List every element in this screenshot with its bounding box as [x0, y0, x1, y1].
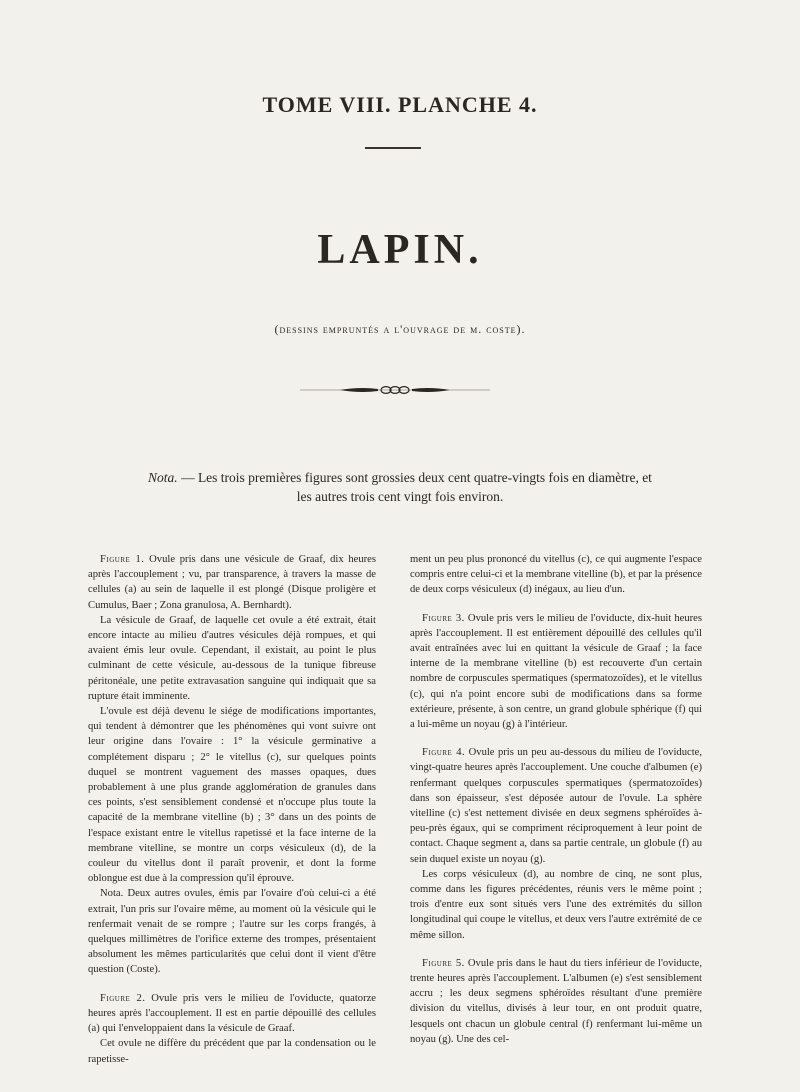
- subtitle: (dessins empruntés a l'ouvrage de m. coste).: [274, 322, 526, 336]
- figure-5-paragraph: [410, 956, 702, 1047]
- figure-5-label: Figure 5.: [422, 957, 465, 969]
- figure-3-text: Ovule pris vers le milieu de l'oviducte, dix-huit heures après l'accouplement. Il est entièrement dépouillé des cellules qu'il avait entraînées avec lui en quittant la vésicule de Graaf ; la face interne de la membrane vitelline (b) est recouverte d'un certain nombre de corpuscules spermatiques (spermatozoïdes), et le vitellus (c), qui n'a point encore subi de modifications dans sa forme extérieure, présente, à son centre, un grand globule sphérique (f) qui a lui-même un noyau (g) à l'intérieur.: [410, 612, 703, 731]
- right-column: [410, 552, 702, 1047]
- figure-3-paragraph: [410, 611, 702, 733]
- figure-5-text: Ovule pris dans le haut du tiers inférieur de l'oviducte, trente heures après l'accouplement. L'albumen (e) s'est sensiblement accru ; les deux segmens sphéroïdes résultant d'une première division du vitellus, divisés à leur tour, en ont produit quatre, lesquels ont chacun un globule central (f) renfermant lui-même un noyau (g). Une des cel-: [410, 957, 702, 1045]
- figure-2-text: Ovule pris vers le milieu de l'oviducte, quatorze heures après l'accouplement. Il est en partie dépouillé des cellules (a) qui l'enveloppaient dans la vésicule de Graaf.: [88, 992, 376, 1035]
- figure-2-paragraph: [88, 991, 376, 1037]
- nota-note: [140, 468, 660, 506]
- figure-2-label: Figure 2.: [100, 992, 146, 1004]
- volume-plate-heading: TOME VIII. PLANCHE 4.: [262, 92, 538, 117]
- figure-1-paragraph: [88, 552, 376, 613]
- figure-4-label: Figure 4.: [422, 747, 466, 759]
- figure-3-label: Figure 3.: [422, 612, 465, 624]
- nota-label: Nota.: [148, 470, 178, 485]
- figure-4-paragraph-2: Les corps vésiculeux (d), au nombre de cinq, ne sont plus, comme dans les figures précédentes, réunis vers le même point ; trois d'entre eux sont situés vers l'une des extrémités du sillon longitudinal qui coupe le vitellus, et deux vers l'autre extrémité de ce même sillon.: [410, 868, 702, 941]
- left-column: [88, 552, 376, 1067]
- figure-1-label: Figure 1.: [100, 554, 145, 565]
- ornament-divider: [300, 383, 490, 397]
- figure-4-paragraph: [410, 745, 702, 867]
- heading-rule: [365, 147, 421, 149]
- figure-1-nota: Nota. Deux autres ovules, émis par l'ovaire d'où celui-ci a été extrait, l'un pris sur l'ovaire même, au moment où la vésicule qui le renfermait venait de se rompre ; l'autre sur les corps frangés, à quelques millimètres de l'orifice externe des trompes, présentaient absolument les mêmes particularités que celui dont il vient d'être question (Coste).: [88, 888, 376, 976]
- nota-text: — Les trois premières figures sont grossies deux cent quatre-vingts fois en diamètre, et les autres trois cent vingt fois environ.: [177, 470, 652, 504]
- page-title: LAPIN.: [317, 227, 483, 273]
- figure-1-paragraph-2: La vésicule de Graaf, de laquelle cet ovule a été extrait, était encore intacte au milieu d'autres vésicules déjà rompues, et qui avaient émis leur ovule. Cependant, il existait, au point le plus culminant de cette vésicule, au-dessous de la tunique fibreuse péritonéale, une petite extravasation sanguine qui indiquait que sa rupture était imminente.: [88, 614, 376, 702]
- figure-1-text: Ovule pris dans une vésicule de Graaf, dix heures après l'accouplement ; vu, par transparence, à travers la masse de cellules (a) au sein de laquelle il est plongé (Disque proligère et Cumulus, Baer ; Zona granulosa, A. Bernhardt).: [88, 554, 376, 611]
- figure-4-text: Ovule pris un peu au-dessous du milieu de l'oviducte, vingt-quatre heures après l'accouplement. Une couche d'albumen (e) renfermant quelques corpuscules spermatiques (spermatozoïdes) dans son épaisseur, s'est déposée autour de l'ovule. La sphère vitelline (c) s'est nettement divisée en deux segmens sphéroïdes à-peu-près égaux, qui se compriment réciproquement à leur point de contact. Chaque segment a, dans sa partie centrale, un globule (f) au sein duquel existe un noyau (g).: [410, 747, 702, 865]
- figure-2-paragraph-2: Cet ovule ne diffère du précédent que par la condensation ou le rapetisse-: [88, 1038, 376, 1065]
- figure-1-paragraph-3: L'ovule est déjà devenu le siége de modifications importantes, qui tendent à démontrer que les phénomènes qui vont suivre ont leur origine dans l'ovaire : 1° la vésicule germinative a complétement disparu ; 2° le vitellus (c), sur quelques points duquel se montrent vaguement des masses opaques, dues probablement à une plus grande agglomération de granules dans ces points, s'est sensiblement condensé et n'occupe plus toute la capacité de la membrane vitelline (b) ; 3° dans un des points de l'espace existant entre le vitellus rapetissé et la face interne de la membrane vitelline, se montre un corps vésiculeux (d), de la couleur du vitellus dont il paraît provenir, et dont la forme oblongue est due à la compression qu'il éprouve.: [88, 706, 376, 885]
- figure-2-continuation: ment un peu plus prononcé du vitellus (c), ce qui augmente l'espace compris entre celui-ci et la membrane vitelline (b), et par la présence de deux corps vésiculeux (d) inégaux, au lieu d'un.: [410, 554, 702, 596]
